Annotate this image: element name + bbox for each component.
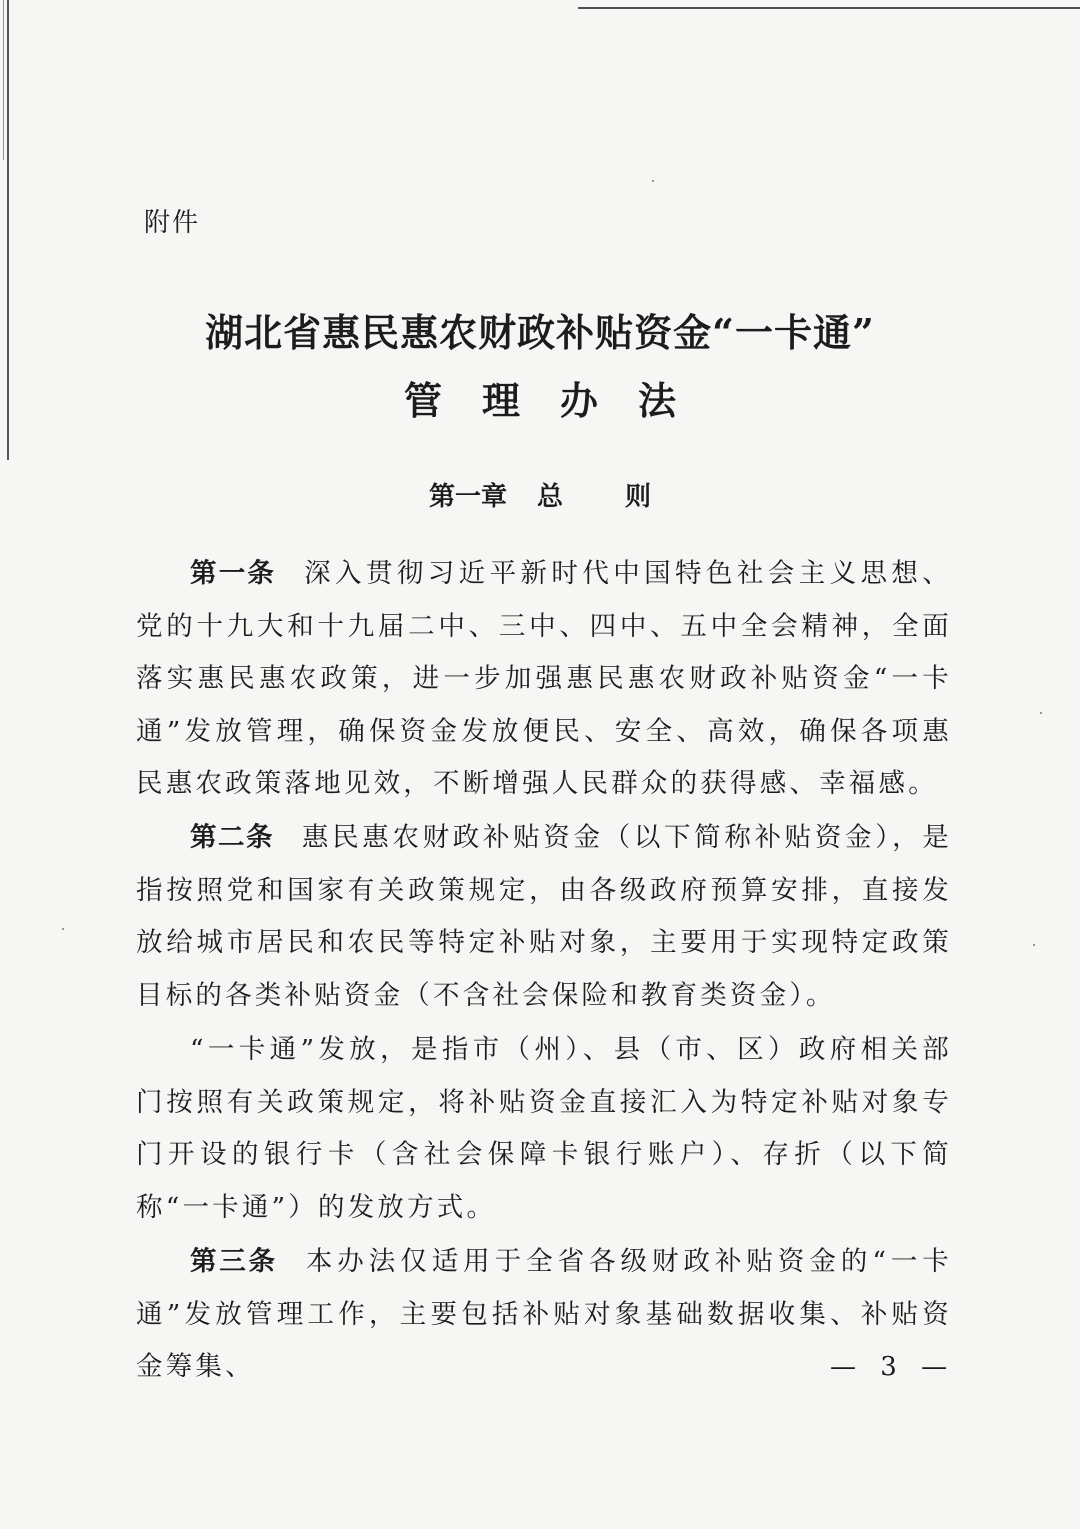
chapter-name-part2: 则 [625,482,652,512]
scan-speck [652,180,654,182]
article-1 [136,548,952,811]
chapter-name-part1: 总 [536,482,563,512]
page-number: — 3 — [830,1352,956,1382]
article-text: 惠民惠农财政补贴资金（以下简称补贴资金），是指按照党和国家有关政策规定，由各级政府预算安排，直接发放给城市居民和农民等特定补贴对象，主要用于实现特定政策目标的各类补贴资金（不含社会保险和教育类资金）。 [136,822,952,1011]
scan-speck [1040,712,1042,714]
article-lead: 第一条 [190,558,277,589]
attachment-label: 附件 [144,208,201,238]
article-lead: 第二条 [190,822,274,853]
scan-edge-left-thin [3,0,4,160]
scan-speck [1033,944,1035,946]
document-title: 湖北省惠民惠农财政补贴资金“一卡通” [205,310,875,355]
article-text: “一卡通”发放，是指市（州）、县（市、区）政府相关部门按照有关政策规定，将补贴资金直接汇入为特定补贴对象专门开设的银行卡（含社会保障卡银行账户）、存折（以下简称“一卡通”）的发放方式。 [136,1034,952,1223]
article-text: 深入贯彻习近平新时代中国特色社会主义思想、党的十九大和十九届二中、三中、四中、五中全会精神，全面落实惠民惠农政策，进一步加强惠民惠农财政补贴资金“一卡通”发放管理，确保资金发放便民、安全、高效，确保各项惠民惠农政策落地见效，不断增强人民群众的获得感、幸福感。 [136,558,953,799]
document-title-subline: 管理办法 [403,378,716,423]
chapter-number: 第一章 [428,482,507,512]
article-2-paragraph-2 [136,1024,952,1234]
scan-edge-top [578,7,1080,9]
article-2 [136,812,952,1022]
scan-speck [62,928,64,930]
article-lead: 第三条 [190,1246,278,1277]
article-text: 本办法仅适用于全省各级财政补贴资金的“一卡通”发放管理工作，主要包括补贴对象基础数据收集、补贴资金筹集、 [136,1246,953,1382]
chapter-heading [0,476,1080,513]
